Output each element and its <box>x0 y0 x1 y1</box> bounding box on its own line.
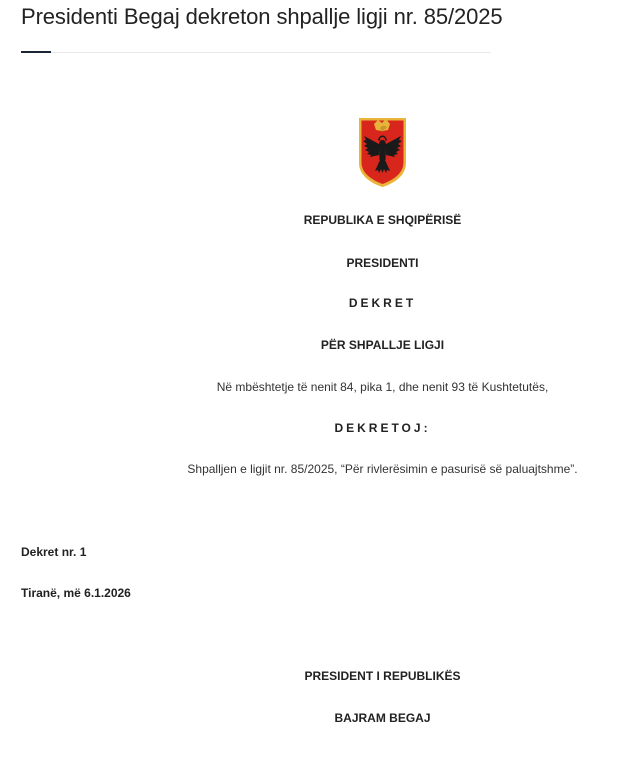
republic-name: REPUBLIKA E SHQIPËRISË <box>303 213 462 227</box>
decree-subject: PËR SHPALLJE LIGJI <box>320 338 445 352</box>
albania-coat-of-arms-icon <box>357 115 408 189</box>
title-accent-bar <box>21 51 51 53</box>
decree-word: DEKRETOJ: <box>334 421 431 435</box>
legal-basis: Në mbështetje të nenit 84, pika 1, dhe nenit 93 të Kushtetutës, <box>216 380 549 394</box>
place-date: Tiranë, më 6.1.2026 <box>21 586 131 600</box>
office-name: PRESIDENTI <box>346 256 419 270</box>
title-divider <box>21 52 491 53</box>
decree-body: Shpalljen e ligjit nr. 85/2025, “Për rivlerësimin e pasurisë së paluajtshme”. <box>187 462 578 476</box>
decree-heading: DEKRET <box>348 296 417 310</box>
signatory-title: PRESIDENT I REPUBLIKËS <box>304 669 461 683</box>
decree-number: Dekret nr. 1 <box>21 545 87 559</box>
article-title: Presidenti Begaj dekreton shpallje ligji nr. 85/2025 <box>21 4 503 29</box>
signatory-name: BAJRAM BEGAJ <box>334 711 431 725</box>
